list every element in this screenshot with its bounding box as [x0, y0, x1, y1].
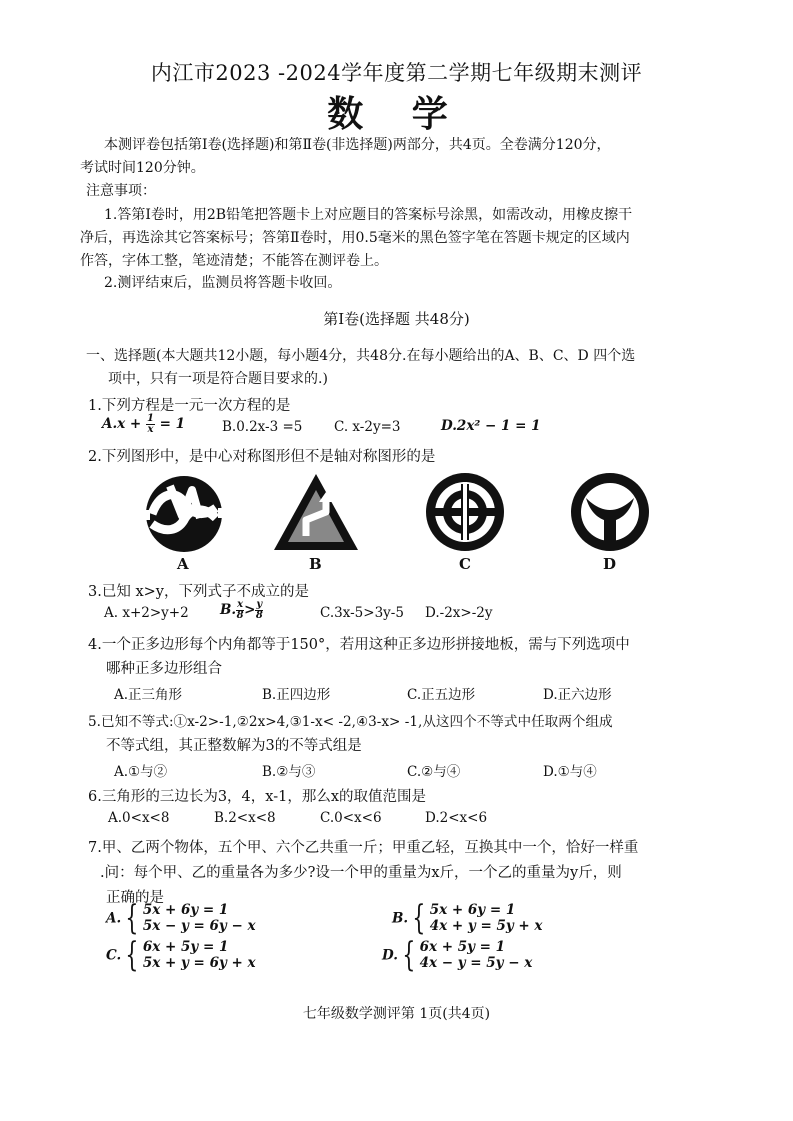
figure-a-label: A	[177, 555, 189, 573]
q7-b-eq1: 5x + 6y = 1	[429, 902, 516, 918]
figure-d-label: D	[603, 555, 617, 573]
q6-option-c: C.0<x<6	[320, 810, 382, 826]
page-footer: 七年级数学测评第 1页(共4页)	[302, 1006, 491, 1022]
subject-title: 数 学	[327, 93, 466, 135]
part1-line-2: 项中，只有一项是符合题目要求的.)	[108, 371, 328, 387]
q1-stem: 1.下列方程是一元一次方程的是	[88, 398, 291, 414]
q6-option-d: D.2<x<6	[425, 810, 488, 826]
figure-a-swirl-icon	[142, 472, 226, 556]
q6-stem: 6.三角形的三边长为3，4，x-1，那么x的取值范围是	[88, 789, 427, 805]
q3-stem: 3.已知 x>y，下列式子不成立的是	[88, 584, 309, 600]
q7-b-eq2: 4x + y = 5y + x	[429, 918, 543, 934]
q7-line-3: 正确的是	[106, 890, 164, 906]
q7-option-a: A. { 5x + 6y = 1 5x − y = 6y − x	[106, 898, 256, 938]
note-2: 2.测评结束后，监测员将答题卡收回。	[104, 275, 342, 291]
q5-option-c: C.②与④	[407, 764, 461, 780]
q1-a-denominator: x	[147, 424, 154, 435]
q5-line-1: 5.已知不等式:①x-2>-1,②2x>4,③1-x< -2,④3-x> -1,从这四个不等式中任取两个组成	[88, 714, 613, 730]
q3-option-a: A. x+2>y+2	[104, 605, 189, 621]
q7-c-eq1: 6x + 5y = 1	[142, 939, 229, 955]
q3-option-b	[220, 600, 263, 621]
q3-option-c: C.3x-5>3y-5	[320, 605, 404, 621]
q1-option-a	[102, 414, 185, 435]
q5-option-b: B.②与③	[262, 764, 316, 780]
q2-stem: 2.下列图形中，是中心对称图形但不是轴对称图形的是	[88, 449, 436, 465]
figure-d-y-emblem-icon	[568, 470, 652, 554]
q4-line-1: 4.一个正多边形每个内角都等于150°，若用这种正多边形拼接地板，需与下列选项中	[88, 637, 630, 653]
q4-option-d: D.正六边形	[543, 687, 612, 703]
q7-c-label: C.	[106, 947, 122, 964]
exam-title: 内江市2023 -2024学年度第二学期七年级期末测评	[150, 61, 643, 85]
q7-c-eq2: 5x + y = 6y + x	[142, 955, 256, 971]
q4-line-2: 哪种正多边形组合	[106, 661, 222, 677]
q1-option-d: D.2x² − 1 = 1	[441, 418, 541, 434]
q4-option-a: A.正三角形	[114, 687, 183, 703]
notes-title: 注意事项：	[86, 183, 156, 199]
q3-b-num1: x	[237, 599, 244, 610]
q3-option-d: D.-2x>-2y	[425, 605, 493, 621]
q7-option-b: B. { 5x + 6y = 1 4x + y = 5y + x	[392, 898, 543, 938]
note-1-line-3: 作答，字体工整，笔迹清楚；不能答在测评卷上。	[80, 253, 388, 269]
part1-line-1: 一、选择题(本大题共12小题，每小题4分，共48分.在每小题给出的A、B、C、D 四个选	[86, 348, 636, 364]
q1-a-prefix: A.x +	[102, 416, 146, 432]
q3-b-den1: 8	[236, 610, 244, 621]
figure-b-label: B	[309, 555, 322, 573]
q4-option-b: B.正四边形	[262, 687, 331, 703]
q5-option-d: D.①与④	[543, 764, 597, 780]
q7-a-label: A.	[106, 910, 122, 927]
q7-a-eq1: 5x + 6y = 1	[142, 902, 229, 918]
q7-option-d: D. { 6x + 5y = 1 4x − y = 5y − x	[382, 935, 533, 975]
section-title: 第Ⅰ卷(选择题 共48分)	[323, 310, 470, 328]
q3-b-prefix: B.	[220, 602, 237, 618]
q7-line-1: 7.甲、乙两个物体，五个甲、六个乙共重一斤；甲重乙轻，互换其中一个，恰好一样重	[88, 840, 639, 856]
q7-d-eq2: 4x − y = 5y − x	[419, 955, 533, 971]
note-1-line-1: 1.答第Ⅰ卷时，用2B铅笔把答题卡上对应题目的答案标号涂黑，如需改动，用橡皮擦干	[104, 207, 633, 223]
q7-d-eq1: 6x + 5y = 1	[419, 939, 506, 955]
q3-b-den2: 8	[255, 610, 263, 621]
figure-c-label: C	[459, 555, 471, 573]
figure-b-triangle-sign-icon	[270, 470, 362, 554]
q6-option-b: B.2<x<8	[214, 810, 276, 826]
q1-option-b: B.0.2x-3 =5	[222, 419, 303, 435]
q5-option-a: A.①与②	[114, 764, 168, 780]
q5-line-2: 不等式组，其正整数解为3的不等式组是	[106, 738, 362, 754]
q1-a-numerator: 1	[146, 413, 154, 424]
q1-option-c: C. x-2y=3	[334, 419, 401, 435]
q3-b-num2: y	[256, 599, 263, 610]
q6-option-a: A.0<x<8	[108, 810, 170, 826]
q1-a-suffix: = 1	[154, 416, 186, 432]
q7-option-c: C. { 6x + 5y = 1 5x + y = 6y + x	[106, 935, 256, 975]
q7-a-eq2: 5x − y = 6y − x	[142, 918, 256, 934]
q3-b-gt: >	[244, 602, 256, 618]
intro-line-1: 本测评卷包括第Ⅰ卷(选择题)和第Ⅱ卷(非选择题)两部分，共4页。全卷满分120分，	[104, 137, 611, 153]
q7-d-label: D.	[382, 947, 398, 964]
note-1-line-2: 净后，再选涂其它答案标号；答第Ⅱ卷时，用0.5毫米的黑色签字笔在答题卡规定的区域内	[80, 230, 630, 246]
q4-option-c: C.正五边形	[407, 687, 476, 703]
intro-line-2: 考试时间120分钟。	[80, 160, 205, 176]
figure-c-circle-emblem-icon	[423, 470, 507, 554]
q7-line-2: .问：每个甲、乙的重量各为多少?设一个甲的重量为x斤，一个乙的重量为y斤，则	[100, 865, 622, 881]
q7-b-label: B.	[392, 910, 409, 927]
